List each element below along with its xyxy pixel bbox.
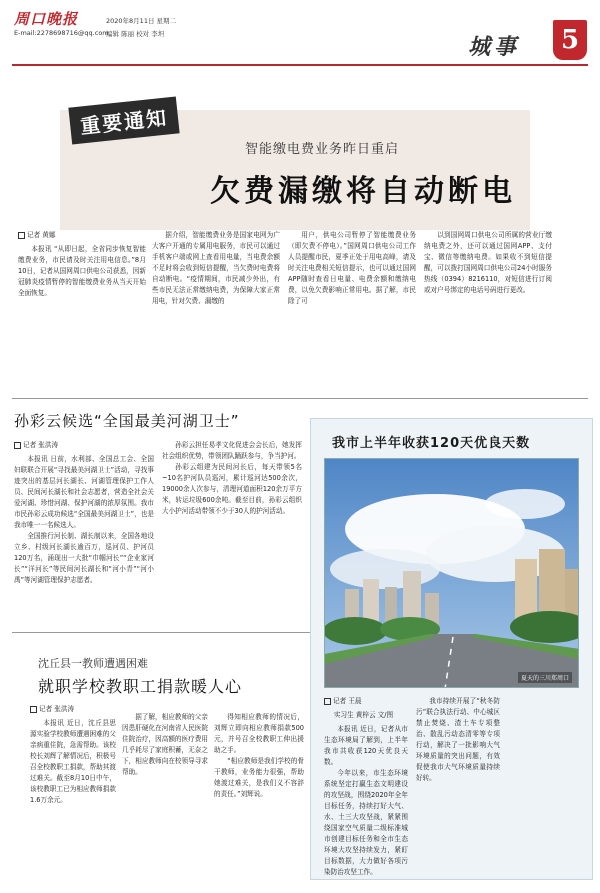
photo-illustration bbox=[325, 459, 579, 688]
story3-kicker: 沈丘县一教师遭遇困难 bbox=[38, 657, 148, 670]
important-notice-tag: 重要通知 bbox=[68, 96, 179, 144]
lead-paragraph: 用户，供电公司暂停了智能缴费业务（即欠费不停电）。”国网周口供电公司工作人员提醒市民，夏季正处于用电高峰，请及时关注电费相关短信提示，也可以通过国网APP随时查看日电量、电费余额和缴纳电费，以免欠费影响正常用电。据了解，市民除了可 bbox=[288, 231, 416, 305]
story4-paragraph: 我市持续开展了“秋冬防污”联合执法行动、中心城区禁止焚烧、渣土车专项整治、散乱污动态清零等专项行动，解决了一批影响大气环境质量的突出问题，有效促使我市大气环境质量持续好转。 bbox=[416, 697, 500, 782]
lead-headline: 欠费漏缴将自动断电 bbox=[210, 174, 516, 209]
story3-paragraph: 得知相应教师的情况后，刘辉立即向相应教师捐款500元，并号召全校教职工伸出援助之手。 bbox=[214, 713, 304, 754]
story3-column-3 bbox=[214, 712, 304, 800]
story4-byline: 记者 王晨 bbox=[324, 696, 408, 707]
masthead bbox=[0, 0, 600, 68]
editors-credit: 编辑 陈丽 校对 李坦 bbox=[106, 30, 165, 38]
lead-column-3 bbox=[288, 230, 416, 307]
lead-kicker: 智能缴电费业务昨日重启 bbox=[245, 142, 400, 157]
email-address: E-mail:2278698716@qq.com bbox=[14, 29, 109, 37]
story3-paragraph: 本报讯 近日，沈丘县思源实验学校教师遭遇困难的父亲病重住院，急需帮助。该校校长刘辉了解情况后，积极号召全校教职工捐款，帮助其渡过难关。截至8月10日中午，该校教职工已为相应教师捐款1.6万余元。 bbox=[30, 719, 116, 804]
story4-headline: 我市上半年收获120天优良天数 bbox=[332, 436, 531, 451]
story2-column-2 bbox=[162, 440, 302, 517]
byline-box-icon bbox=[30, 706, 37, 713]
story2-headline: 孙彩云候选“全国最美河湖卫士” bbox=[14, 412, 240, 430]
story3-byline: 记者 张洪涛 bbox=[30, 704, 116, 715]
lead-paragraph: 据介绍，智能缴费业务是国家电网为广大客户开通的专属用电服务，市民可以通过手机客户端或网上查看用电量，当电费余额不足时将会收到短信提醒，当欠费时电费将自动断电。“疫情期间，市民减少外出，有些市民无法正常缴纳电费，为保障大家正常用电，针对欠费、漏缴的 bbox=[152, 231, 280, 305]
lead-column-2 bbox=[152, 230, 280, 307]
photo-caption: 夏天的三川郑周口 bbox=[518, 672, 572, 683]
story2-paragraph: 孙彩云组建为民间河长后，每天带领5名~10名护河队员巡河，累计巡河达500余次，19000余人次参与，清理河道面积120余万平方米，转运垃圾600余吨。截至目前，孙彩云组织大小护河活动带领不少于30人的护河活动。 bbox=[162, 463, 302, 515]
issue-date: 2020年8月11日 星期二 bbox=[106, 17, 177, 25]
byline-box-icon bbox=[14, 442, 21, 449]
story4-byline-2: 实习生 黄梓云 文/图 bbox=[333, 711, 394, 719]
lead-paragraph: 以到国网周口供电公司所属的营业厅缴纳电费之外，还可以通过国网APP、支付宝、微信等缴纳电费。如果收不到短信提醒，可以拨打国网周口供电公司24小时服务热线（0394）8216110，对短信进行订阅或对户号绑定的电话号码进行更改。 bbox=[424, 231, 552, 294]
newspaper-logo: 周口晚报 bbox=[14, 10, 79, 28]
section-divider bbox=[12, 398, 588, 399]
story2-paragraph: 孙彩云担任易孝文化促进会会长后，她发挥社会组织优势，带领团队踊跃参与，争当护河。 bbox=[162, 441, 302, 460]
story3-paragraph: “相应教师是我们学校的骨干教师，业务能力很强，帮助她渡过难关，是我们义不容辞的责任。”刘辉说。 bbox=[214, 757, 304, 798]
byline-box-icon bbox=[324, 698, 331, 705]
lead-column-4 bbox=[424, 230, 552, 296]
lead-column-1 bbox=[18, 230, 146, 299]
story2-column-1 bbox=[14, 440, 154, 586]
story4-paragraph: 本报讯 近日，记者从市生态环境局了解到，上半年我市共收获120天优良天数。 bbox=[324, 725, 408, 766]
story3-column-2 bbox=[122, 712, 208, 778]
story4-column-2 bbox=[416, 696, 500, 784]
story2-paragraph: 全国推行河长制、湖长制以来，全国各地设立乡、村级河长湖长逾百万，巡河员、护河员120万名，涌现出一大批“巾帼河长”“企业家河长”“洋河长”等民间河长湖长和“河小青”“河小禹”等河湖管理保护志愿者。 bbox=[14, 532, 154, 584]
lead-paragraph: 本报讯 “从即日起，全省同步恢复智能缴费业务，市民请及时关注用电信息。”8月10日，记者从国网周口供电公司获悉，因新冠肺炎疫情暂停的智能缴费业务从当天开始全面恢复。 bbox=[18, 245, 146, 297]
story4-paragraph: 今年以来，市生态环境系统坚定打赢生态文明建设的攻坚战，围绕2020年全年目标任务，持续打好大气、水、土三大攻坚战，紧紧围绕国家空气质量二级标准城市创建目标任务和全市生态环境大攻坚持续发力，紧盯目标数据，大力做好各项污染防治攻坚工作。 bbox=[324, 769, 408, 876]
story2-byline: 记者 张洪涛 bbox=[14, 440, 154, 451]
story3-paragraph: 据了解，相应教师的父亲因患肝硬化在河南省人民医院住院治疗，因高额的医疗费用几乎耗尽了家庭积蓄，无奈之下，相应教师向在校领导寻求帮助。 bbox=[122, 713, 208, 776]
lead-headline-block bbox=[60, 80, 560, 220]
masthead-rule bbox=[12, 64, 588, 66]
section-title: 城事 bbox=[468, 34, 521, 60]
story3-headline: 就职学校教职工捐款暖人心 bbox=[38, 677, 243, 696]
lead-byline: 记者 黄娜 bbox=[18, 230, 146, 241]
city-street-photo bbox=[324, 458, 579, 688]
story4-column-1 bbox=[324, 696, 408, 878]
byline-box-icon bbox=[18, 232, 25, 239]
page-number-badge: 5 bbox=[553, 20, 587, 60]
story3-column-1 bbox=[30, 704, 116, 806]
story2-paragraph: 本报讯 日前，水利部、全国总工会、全国妇联联合开展“寻找最美河湖卫士”活动，寻找事迹突出的基层河长湖长、河湖管理保护工作人员、民间河长湖长和社会志愿者，营造全社会关爱河湖、珍惜河湖、保护河湖的浓厚氛围。我市市民孙彩云成功候选“全国最美河湖卫士”，也是我市唯一一名候选人。 bbox=[14, 455, 154, 529]
